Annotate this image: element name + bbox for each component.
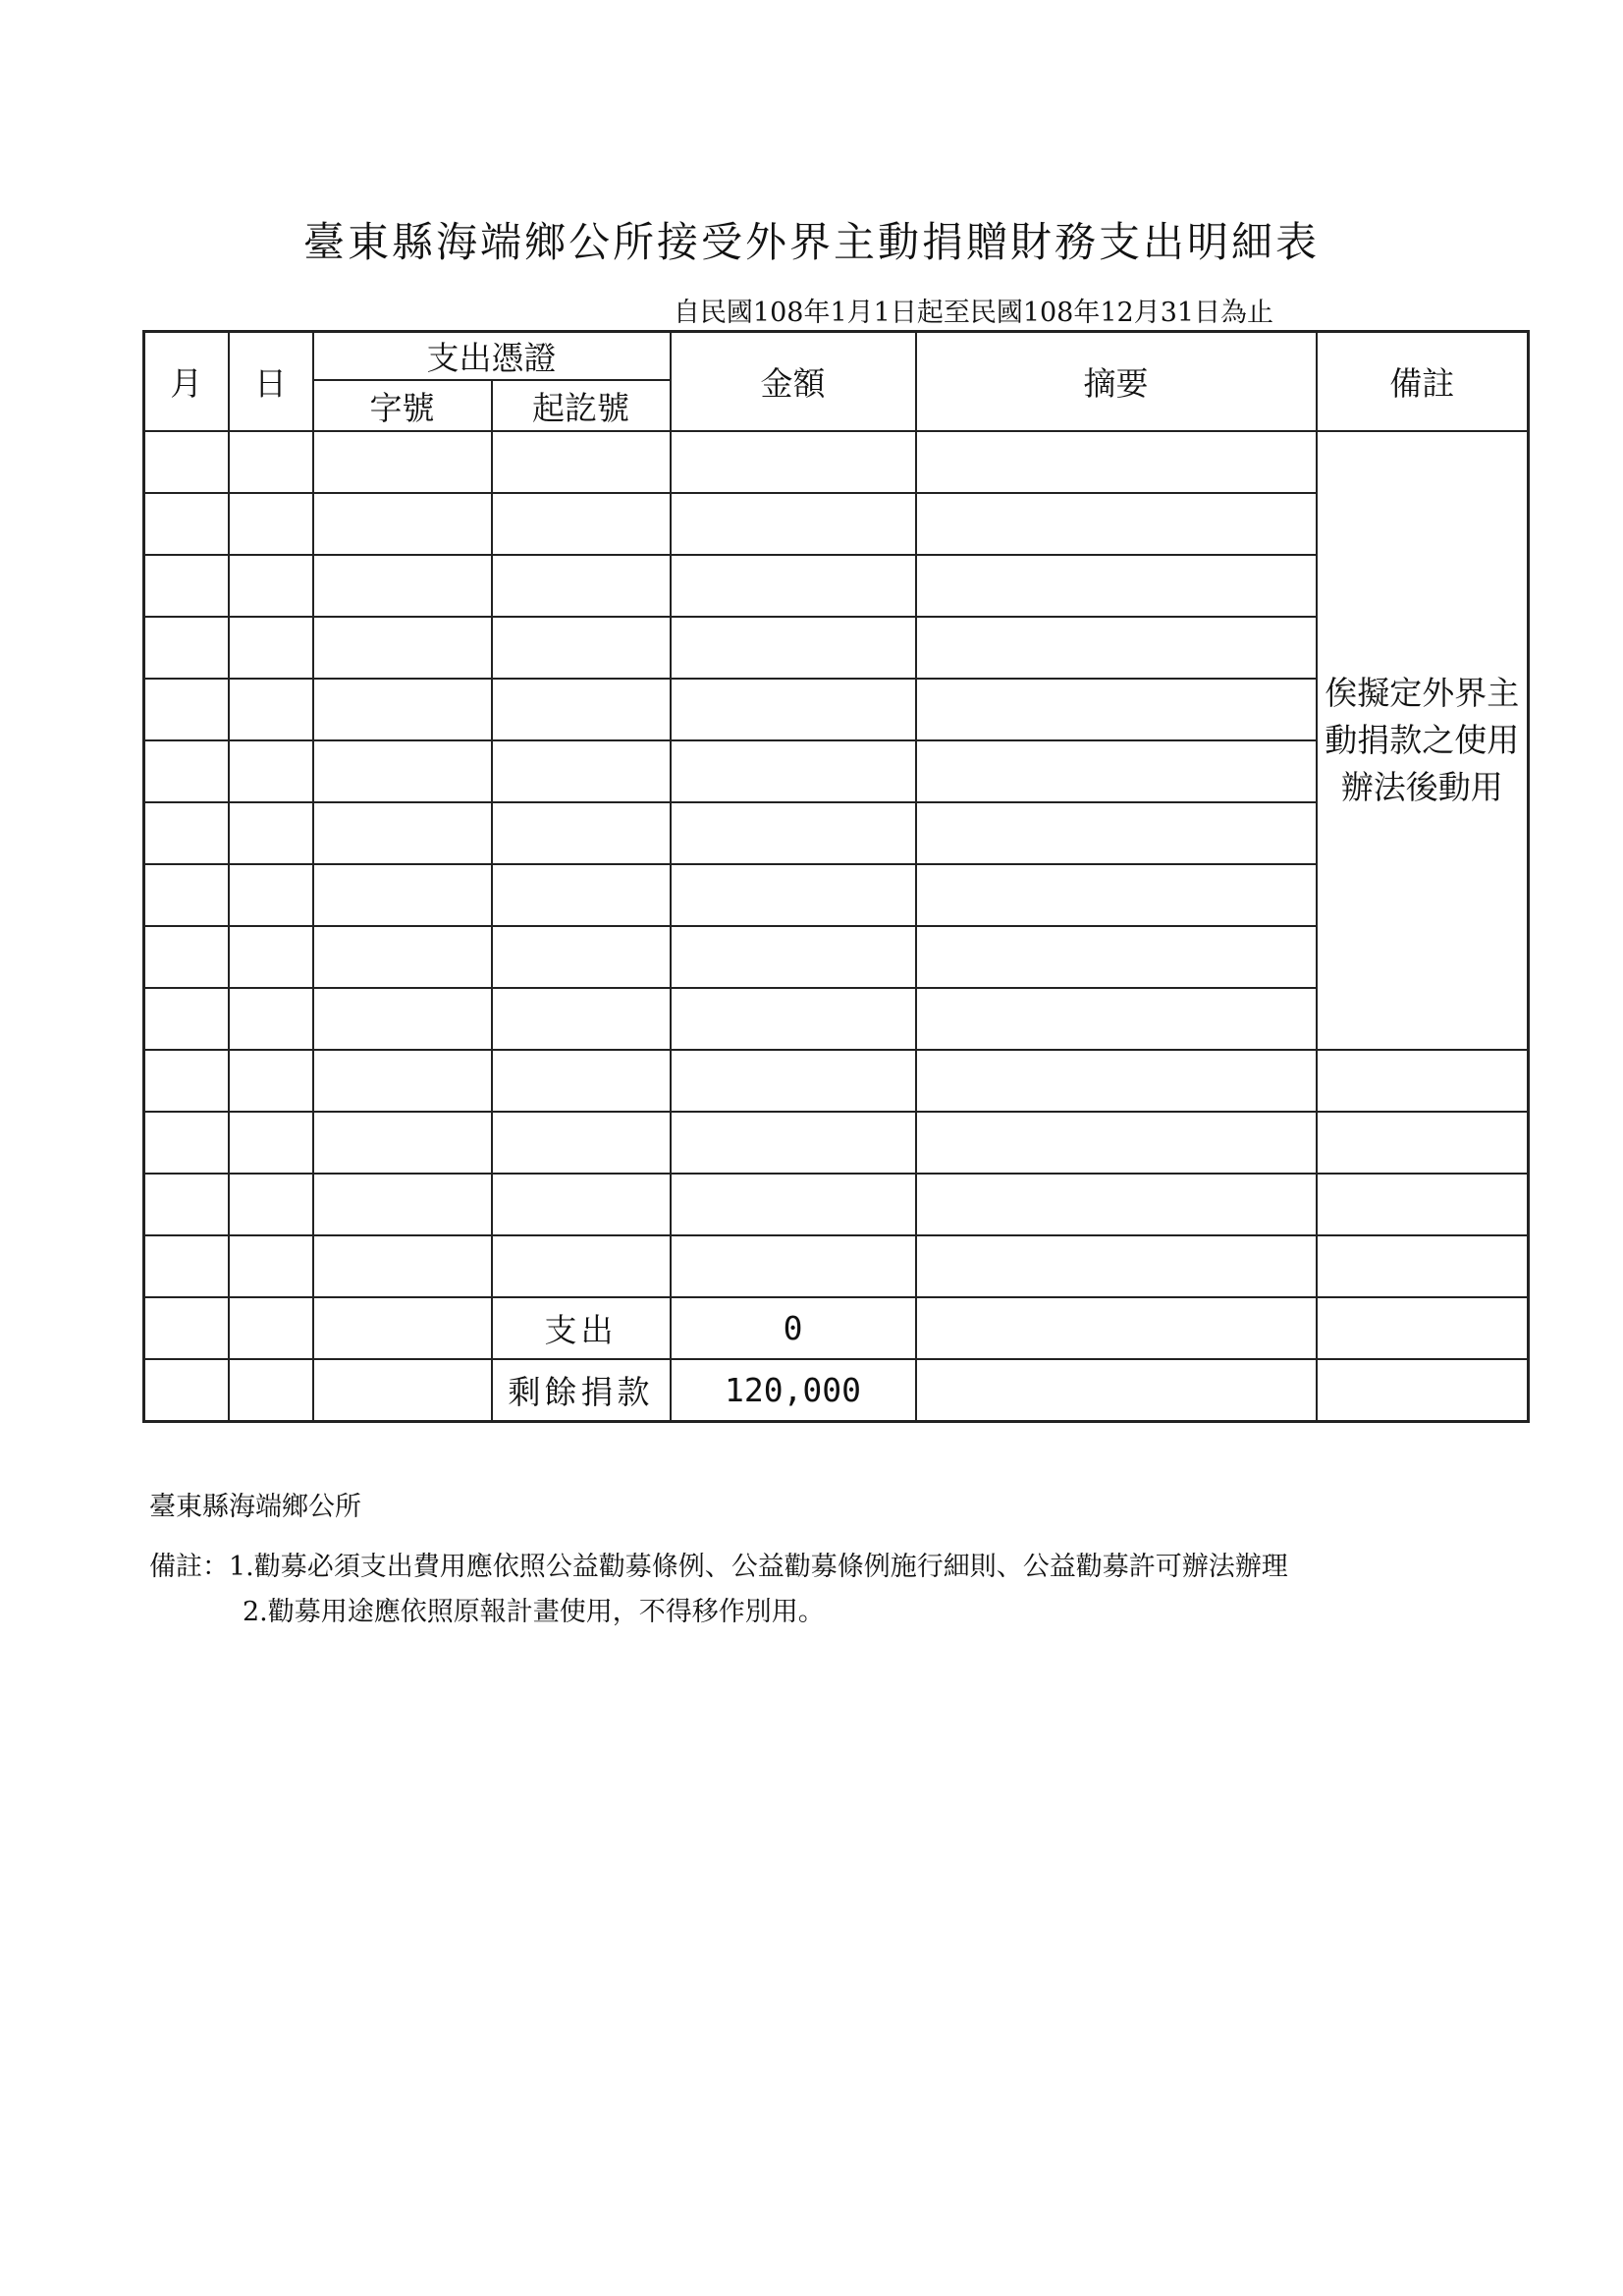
cell [916,555,1317,617]
cell [229,1235,313,1297]
cell [229,1050,313,1112]
cell [313,988,492,1050]
cell [671,1112,916,1174]
table-row [144,1235,1529,1297]
cell [916,1050,1317,1112]
header-day: 日 [229,332,313,432]
cell [916,864,1317,926]
header-row [144,332,1529,381]
cell [1317,1112,1529,1174]
cell [144,493,229,555]
expense-label: 支出 [492,1297,671,1359]
cell [492,740,671,802]
cell [916,1112,1317,1174]
report-period: 自民國108年1月1日起至民國108年12月31日為止 [673,298,1274,328]
balance-row [144,1359,1529,1421]
cell [671,1174,916,1235]
cell [229,679,313,740]
cell [492,493,671,555]
cell [313,1174,492,1235]
cell [144,1174,229,1235]
header-voucher-no: 字號 [313,380,492,431]
cell [144,1359,229,1421]
organization-name: 臺東縣海端鄉公所 [149,1492,361,1522]
cell [229,1297,313,1359]
cell [313,740,492,802]
cell [313,1359,492,1421]
cell [313,1112,492,1174]
header-remarks: 備註 [1317,332,1529,432]
cell [916,802,1317,864]
cell [144,617,229,679]
cell [144,740,229,802]
cell [313,679,492,740]
cell [916,1297,1317,1359]
cell [229,1112,313,1174]
cell [671,864,916,926]
cell [229,988,313,1050]
cell [313,1297,492,1359]
cell [144,1297,229,1359]
cell [1317,1050,1529,1112]
cell [313,802,492,864]
cell [671,431,916,493]
cell [916,431,1317,493]
cell [144,431,229,493]
page-title: 臺東縣海端鄉公所接受外界主動捐贈財務支出明細表 [302,218,1320,266]
cell [671,802,916,864]
cell [144,555,229,617]
header-month: 月 [144,332,229,432]
cell [144,1235,229,1297]
expenditure-table [142,330,1530,1423]
expense-value: 0 [671,1297,916,1359]
cell [229,926,313,988]
cell [492,1112,671,1174]
cell [229,1359,313,1421]
cell [916,1235,1317,1297]
cell [1317,1235,1529,1297]
cell [492,926,671,988]
cell [671,617,916,679]
cell [671,679,916,740]
cell [671,493,916,555]
cell [229,740,313,802]
cell [313,617,492,679]
cell [492,679,671,740]
table-row [144,1050,1529,1112]
remark-item-2: 2.勸募用途應依照原報計畫使用，不得移作別用。 [243,1597,825,1627]
balance-label: 剩餘捐款 [492,1359,671,1421]
cell [671,1235,916,1297]
cell [144,864,229,926]
cell [313,493,492,555]
cell [229,493,313,555]
cell [229,555,313,617]
cell [229,802,313,864]
cell [492,555,671,617]
cell [492,1174,671,1235]
table-row [144,1174,1529,1235]
cell [492,1235,671,1297]
cell [144,1112,229,1174]
cell [313,1235,492,1297]
cell [671,926,916,988]
cell [492,431,671,493]
cell [313,864,492,926]
cell [492,1050,671,1112]
cell [144,1050,229,1112]
cell [144,802,229,864]
cell [492,617,671,679]
cell [144,679,229,740]
cell [313,926,492,988]
cell [916,740,1317,802]
cell [492,864,671,926]
header-summary: 摘要 [916,332,1317,432]
expense-row [144,1297,1529,1359]
remarks-note: 俟擬定外界主動捐款之使用辦法後動用 [1317,431,1529,1050]
cell [1317,1174,1529,1235]
cell [144,926,229,988]
cell [229,617,313,679]
cell [1317,1359,1529,1421]
cell [671,555,916,617]
cell [671,988,916,1050]
cell [492,988,671,1050]
cell [492,802,671,864]
cell [916,988,1317,1050]
cell [916,679,1317,740]
header-voucher: 支出憑證 [313,332,671,381]
table-row [144,1112,1529,1174]
cell [916,1174,1317,1235]
cell [229,864,313,926]
cell [313,431,492,493]
cell [671,1050,916,1112]
cell [229,1174,313,1235]
table-row [144,431,1529,493]
footer-remarks [149,1545,1288,1635]
cell [671,740,916,802]
cell [916,617,1317,679]
cell [1317,1297,1529,1359]
header-voucher-range: 起訖號 [492,380,671,431]
header-amount: 金額 [671,332,916,432]
cell [916,926,1317,988]
cell [916,493,1317,555]
cell [144,988,229,1050]
cell [313,1050,492,1112]
remark-item-1: 備註：1.勸募必須支出費用應依照公益勸募條例、公益勸募條例施行細則、公益勸募許可辦法辦理 [149,1552,1288,1582]
cell [313,555,492,617]
cell [916,1359,1317,1421]
balance-value: 120,000 [671,1359,916,1421]
cell [229,431,313,493]
